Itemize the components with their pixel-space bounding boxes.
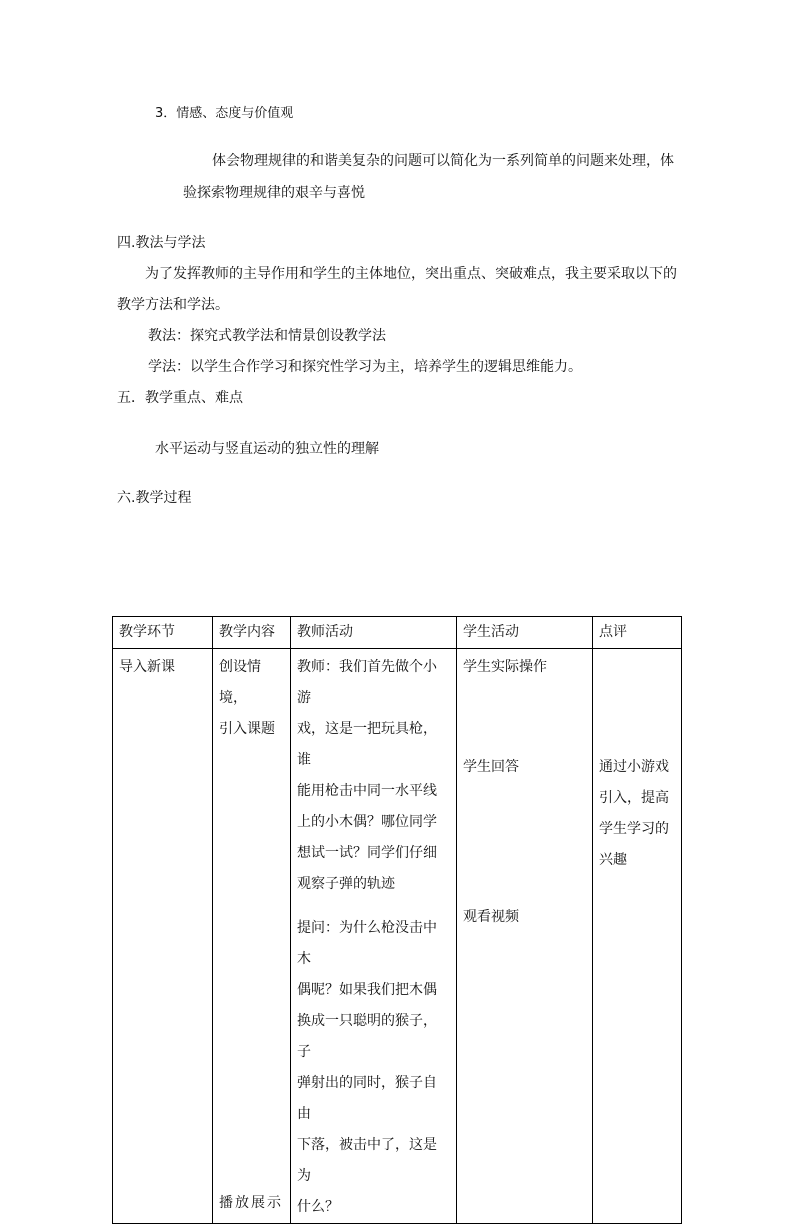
content-bottom: 播放展示 (219, 1195, 283, 1211)
teacher-line: 偶呢？如果我们把木偶 (297, 982, 437, 998)
student-activity-3: 观看视频 (463, 909, 519, 925)
content-line-1: 创设情境， (219, 659, 261, 706)
section-4-intro-line-2: 教学方法和学法。 (117, 297, 229, 313)
teacher-line: 什么？ (297, 1199, 339, 1215)
teacher-line: 提问：为什么枪没击中木 (297, 920, 437, 967)
student-activity-1: 学生实际操作 (463, 659, 547, 675)
teaching-method: 教法：探究式教学法和情景创设教学法 (148, 328, 386, 344)
header-stage: 教学环节 (113, 617, 213, 649)
teacher-line: 想试一试？同学们仔细 (297, 845, 437, 861)
table-row (113, 649, 682, 1224)
stage-text: 导入新课 (119, 659, 175, 675)
section-6-heading: 六.教学过程 (117, 490, 192, 506)
comment-line: 通过小游戏 (599, 759, 669, 775)
section-3-heading: 3．情感、态度与价值观 (155, 106, 294, 121)
cell-student-activity (457, 649, 593, 1224)
comment-line: 学生学习的 (599, 821, 669, 837)
teacher-line: 下落，被击中了，这是为 (297, 1137, 437, 1184)
comment-line: 兴趣 (599, 852, 627, 868)
teacher-line: 弹射出的同时，猴子自由 (297, 1075, 437, 1122)
teacher-line: 能用枪击中同一水平线 (297, 783, 437, 799)
cell-comment (593, 649, 682, 1224)
student-activity-2: 学生回答 (463, 759, 519, 775)
content-line-2: 引入课题 (219, 721, 275, 737)
section-4-heading: 四.教法与学法 (117, 235, 206, 251)
comment-line: 引入，提高 (599, 790, 669, 806)
cell-stage (113, 649, 213, 1224)
table-header-row (113, 617, 682, 649)
teacher-line: 教师：我们首先做个小游 (297, 659, 437, 706)
teacher-line: 上的小木偶？哪位同学 (297, 814, 437, 830)
teacher-line: 换成一只聪明的猴子，子 (297, 1013, 437, 1060)
section-4-intro-line-1: 为了发挥教师的主导作用和学生的主体地位，突出重点、突破难点，我主要采取以下的 (145, 266, 677, 282)
teacher-line: 戏，这是一把玩具枪，谁 (297, 721, 437, 768)
cell-content (213, 649, 291, 1224)
section-3-text-line-1: 体会物理规律的和谐美复杂的问题可以简化为一系列简单的问题来处理，体 (212, 153, 674, 169)
teacher-line: 观察子弹的轨迹 (297, 876, 395, 892)
spacer (599, 652, 675, 752)
section-5-text: 水平运动与竖直运动的独立性的理解 (155, 441, 379, 457)
header-teacher-activity: 教师活动 (291, 617, 457, 649)
spacer (463, 683, 586, 752)
header-comment: 点评 (593, 617, 682, 649)
section-5-heading: 五．教学重点、难点 (117, 390, 243, 406)
spacer (463, 783, 586, 902)
section-3-text-line-2: 验探索物理规律的艰辛与喜悦 (183, 185, 365, 201)
teaching-process-table (112, 616, 682, 1224)
learning-method: 学法：以学生合作学习和探究性学习为主，培养学生的逻辑思维能力。 (148, 359, 582, 375)
header-content: 教学内容 (213, 617, 291, 649)
header-student-activity: 学生活动 (457, 617, 593, 649)
paragraph-gap (297, 900, 450, 913)
cell-teacher-activity (291, 649, 457, 1224)
